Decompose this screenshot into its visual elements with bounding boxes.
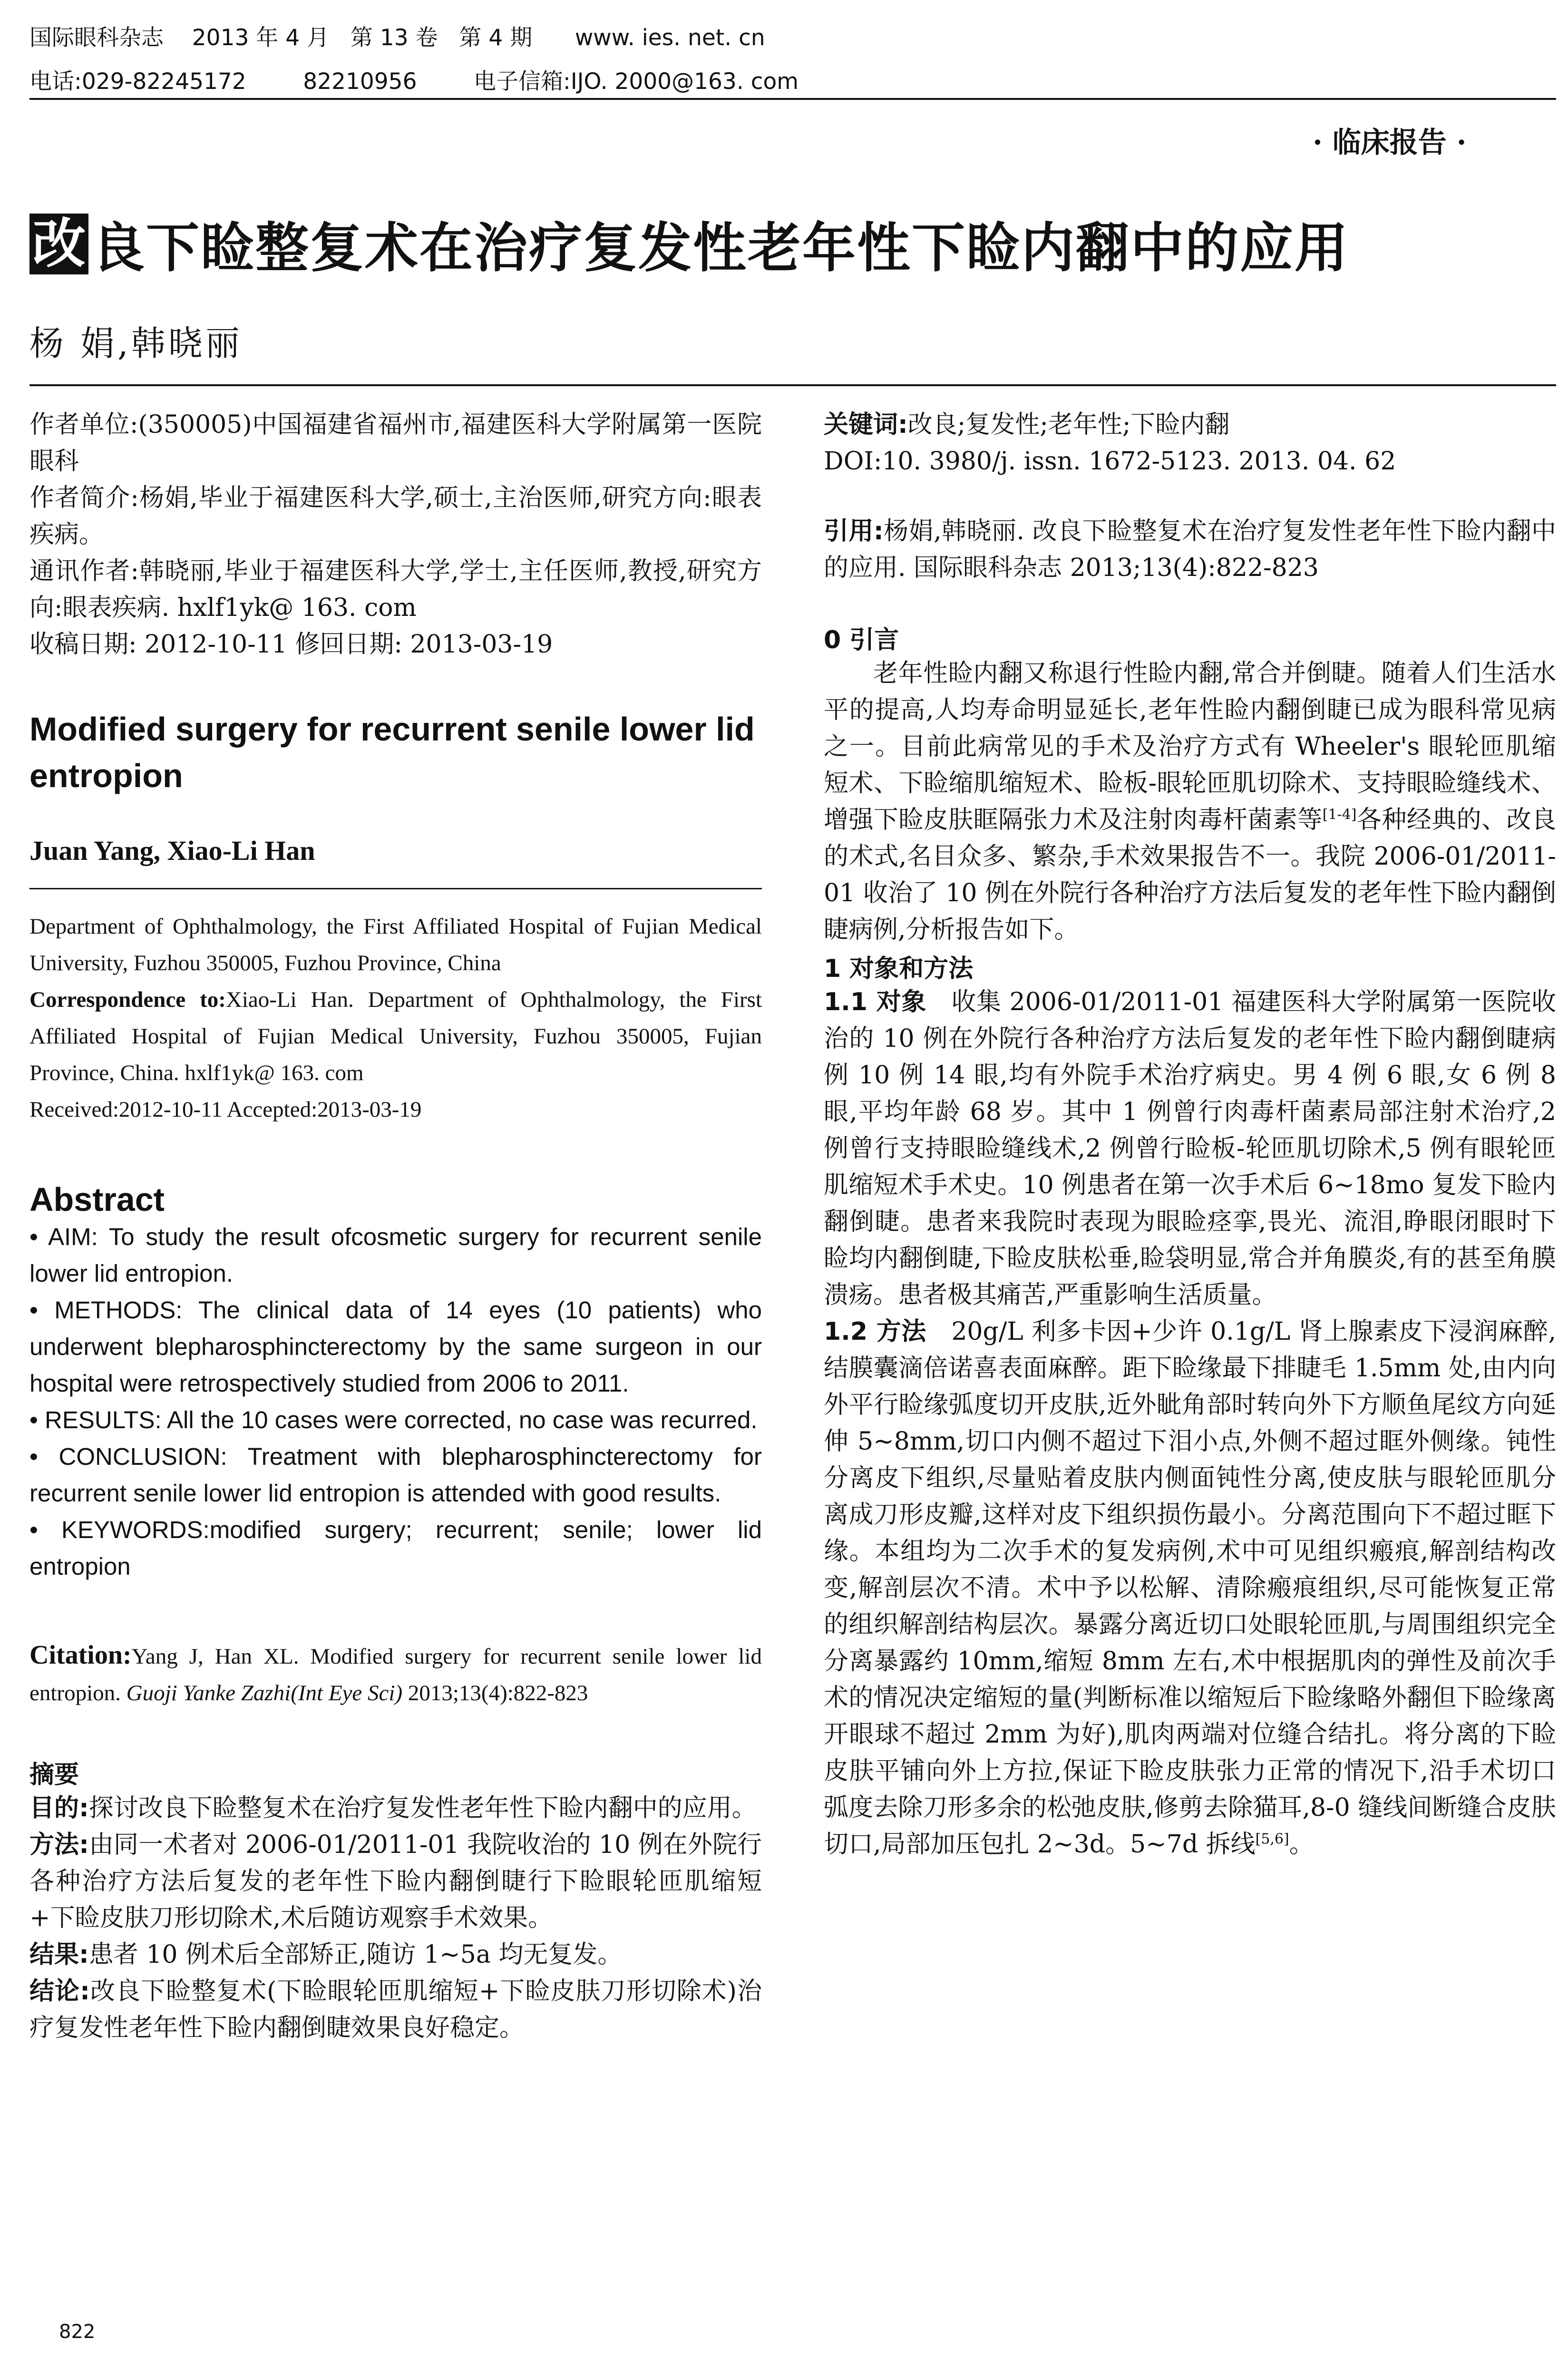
method-reference: [5,6] xyxy=(1255,1831,1289,1848)
citation-label: Citation: xyxy=(29,1640,132,1670)
title-rest: 良下睑整复术在治疗复发性老年性下睑内翻中的应用 xyxy=(91,217,1349,279)
author-bio: 作者简介:杨娟,毕业于福建医科大学,硕士,主治医师,研究方向:眼表疾病。 xyxy=(29,484,762,549)
english-authors: Juan Yang, Xiao-Li Han xyxy=(29,835,315,866)
zh-abstract-heading: 摘要 xyxy=(29,1761,79,1789)
keywords-text: 改良;复发性;老年性;下睑内翻 xyxy=(907,410,1230,439)
keywords-label: 关键词: xyxy=(824,410,908,439)
section-tag: · 临床报告 · xyxy=(1313,126,1467,159)
title-first-char: 改 xyxy=(29,214,88,274)
zh-results-label: 结果: xyxy=(29,1940,89,1969)
method-label: 1.2 方法 xyxy=(824,1317,926,1346)
page-number: 822 xyxy=(59,2321,96,2343)
intro-text-pre: 老年性睑内翻又称退行性睑内翻,常合并倒睫。随着人们生活水平的提高,人均寿命明显延长,老年性睑内翻倒睫已成为眼科常见病之一。目前此病常见的手术及治疗方式有 Wheeler's 眼轮匝肌缩短术、下睑缩肌缩短术、睑板-眼轮匝肌切除术、支持眼睑缝线术、增强下睑皮肤眶隔张力术及注射肉毒杆菌素等 xyxy=(824,659,1556,834)
intro-heading: 0 引言 xyxy=(824,626,899,654)
correspondence-text: Xiao-Li Han. Department of Ophthalmology, the First Affiliated Hospital of Fujian Medical University, Fuzhou 350005, Fujian Province, China. hxlf1yk@ 163. com xyxy=(29,987,762,1085)
abstract-results: • RESULTS: All the 10 cases were corrected, no case was recurred. xyxy=(29,1406,758,1433)
left-column xyxy=(29,407,762,2046)
author-affiliation: 作者单位:(350005)中国福建省福州市,福建医科大学附属第一医院眼科 xyxy=(29,410,762,476)
english-title: Modified surgery for recurrent senile lower lid entropion xyxy=(29,711,755,794)
zh-aim-label: 目的: xyxy=(29,1794,89,1822)
citation-volume: 2013;13(4):822-823 xyxy=(402,1681,588,1705)
journal-header-line2: 电话:029-82245172 82210956 电子信箱:IJO. 2000@163. com xyxy=(29,68,799,95)
article-title xyxy=(29,205,1349,282)
right-column xyxy=(824,407,1556,1863)
intro-reference: [1-4] xyxy=(1322,806,1357,823)
abstract-methods: • METHODS: The clinical data of 14 eyes (10 patients) who underwent blepharosphincterectomy by the same surgeon in our hospital were retrospectively studied from 2006 to 2011. xyxy=(29,1296,762,1397)
citation-journal: Guoji Yanke Zazhi(Int Eye Sci) xyxy=(126,1681,403,1705)
title-rule xyxy=(29,384,1556,386)
subjects-label: 1.1 对象 xyxy=(824,988,926,1016)
method-text-pre: 20g/L 利多卡因+少许 0.1g/L 肾上腺素皮下浸润麻醉,结膜囊滴倍诺喜表面麻醉。距下睑缘最下排睫毛 1.5mm 处,由内向外平行睑缘弧度切开皮肤,近外眦角部时转向外下方顺鱼尾纹方向延伸 5~8mm,切口内侧不超过下泪小点,外侧不超过眶外侧缘。钝性分离皮下组织,尽量贴着皮肤内侧面钝性分离,使皮肤与眼轮匝肌分离成刀形皮瓣,这样对皮下组织损伤最小。分离范围向下不超过眶下缘。本组均为二次手术的复发病例,术中可见组织瘢痕,解剖结构改变,解剖层次不清。术中予以松解、清除瘢痕组织,尽可能恢复正常的组织解剖结构层次。暴露分离近切口处眼轮匝肌,与周围组织完全分离暴露约 10mm,缩短 8mm 左右,术中根据肌肉的弹性及前次手术的情况决定缩短的量(判断标准以缩短后下睑缘略外翻但下睑缘离开眼球不超过 2mm 为好),肌肉两端对位缝合结扎。将分离的下睑皮肤平铺向外上方拉,保证下睑皮肤张力正常的情况下,沿手术切口弧度去除刀形多余的松弛皮肤,修剪去除猫耳,8-0 缝线间断缝合皮肤切口,局部加压包扎 2~3d。5~7d 拆线 xyxy=(824,1317,1556,1859)
subjects-text: 收集 2006-01/2011-01 福建医科大学附属第一医院收治的 10 例在外院行各种治疗方法后复发的老年性下睑内翻倒睫病例 10 例 14 眼,均有外院手术治疗病史。男 4 例 6 眼,女 6 例 8 眼,平均年龄 68 岁。其中 1 例曾行肉毒杆菌素局部注射术治疗,2 例曾行支持眼睑缝线术,2 例曾行睑板-轮匝肌切除术,5 例有眼轮匝肌缩短术手术史。10 例患者在第一次手术后 6~18mo 复发下睑内翻倒睫。患者来我院时表现为眼睑痉挛,畏光、流泪,睁眼闭眼时下睑均内翻倒睫,下睑皮肤松垂,睑袋明显,常合并角膜炎,有的甚至角膜溃疡。患者极其痛苦,严重影响生活质量。 xyxy=(824,988,1556,1309)
intro-paragraph xyxy=(824,655,1556,948)
method-text-post: 。 xyxy=(1289,1830,1314,1859)
correspondence-label: Correspondence to: xyxy=(29,987,226,1012)
subjects-paragraph xyxy=(824,984,1556,1314)
citation-text: Yang J, Han XL. Modified surgery for recurrent senile lower lid entropion. xyxy=(29,1644,762,1705)
authors-cn: 杨 娟,韩晓丽 xyxy=(29,323,243,363)
received-accepted: Received:2012-10-11 Accepted:2013-03-19 xyxy=(29,1097,422,1122)
zh-conclusion-text: 改良下睑整复术(下睑眼轮匝肌缩短+下睑皮肤刀形切除术)治疗复发性老年性下睑内翻倒睫效果良好稳定。 xyxy=(29,1977,762,2042)
received-dates: 收稿日期: 2012-10-11 修回日期: 2013-03-19 xyxy=(29,630,553,659)
cite-text: 杨娟,韩晓丽. 改良下睑整复术在治疗复发性老年性下睑内翻中的应用. 国际眼科杂志 2013;13(4):822-823 xyxy=(824,517,1556,582)
corresponding-author: 通讯作者:韩晓丽,毕业于福建医科大学,学士,主任医师,教授,研究方向:眼表疾病. hxlf1yk@ 163. com xyxy=(29,557,762,622)
english-authors-rule xyxy=(29,869,762,889)
header-rule xyxy=(29,98,1556,100)
english-affiliation: Department of Ophthalmology, the First Affiliated Hospital of Fujian Medical University, Fuzhou 350005, Fuzhou Province, China xyxy=(29,914,762,975)
abstract-heading: Abstract xyxy=(29,1181,165,1218)
zh-methods-text: 由同一术者对 2006-01/2011-01 我院收治的 10 例在外院行各种治疗方法后复发的老年性下睑内翻倒睫行下睑眼轮匝肌缩短+下睑皮肤刀形切除术,术后随访观察手术效果。 xyxy=(29,1831,762,1932)
abstract-aim: • AIM: To study the result ofcosmetic surgery for recurrent senile lower lid entropion. xyxy=(29,1223,762,1287)
abstract-conclusion: • CONCLUSION: Treatment with blepharosphincterectomy for recurrent senile lower lid entropion is attended with good results. xyxy=(29,1443,762,1507)
methods-heading: 1 对象和方法 xyxy=(824,955,974,983)
journal-header-line1: 国际眼科杂志 2013 年 4 月 第 13 卷 第 4 期 www. ies. net. cn xyxy=(29,25,765,51)
cite-label: 引用: xyxy=(824,517,884,546)
zh-methods-label: 方法: xyxy=(29,1831,89,1859)
method-paragraph xyxy=(824,1314,1556,1863)
doi: DOI:10. 3980/j. issn. 1672-5123. 2013. 04. 62 xyxy=(824,447,1396,476)
zh-results-text: 患者 10 例术后全部矫正,随访 1~5a 均无复发。 xyxy=(88,1940,623,1969)
zh-conclusion-label: 结论: xyxy=(29,1977,90,2006)
abstract-keywords: • KEYWORDS:modified surgery; recurrent; senile; lower lid entropion xyxy=(29,1516,762,1580)
zh-aim-text: 探讨改良下睑整复术在治疗复发性老年性下睑内翻中的应用。 xyxy=(88,1794,757,1822)
intro-text-post: 各种经典的、改良的术式,名目众多、繁杂,手术效果报告不一。我院 2006-01/2011-01 收治了 10 例在外院行各种治疗方法后复发的老年性下睑内翻倒睫病例,分析报告如下。 xyxy=(824,806,1556,944)
